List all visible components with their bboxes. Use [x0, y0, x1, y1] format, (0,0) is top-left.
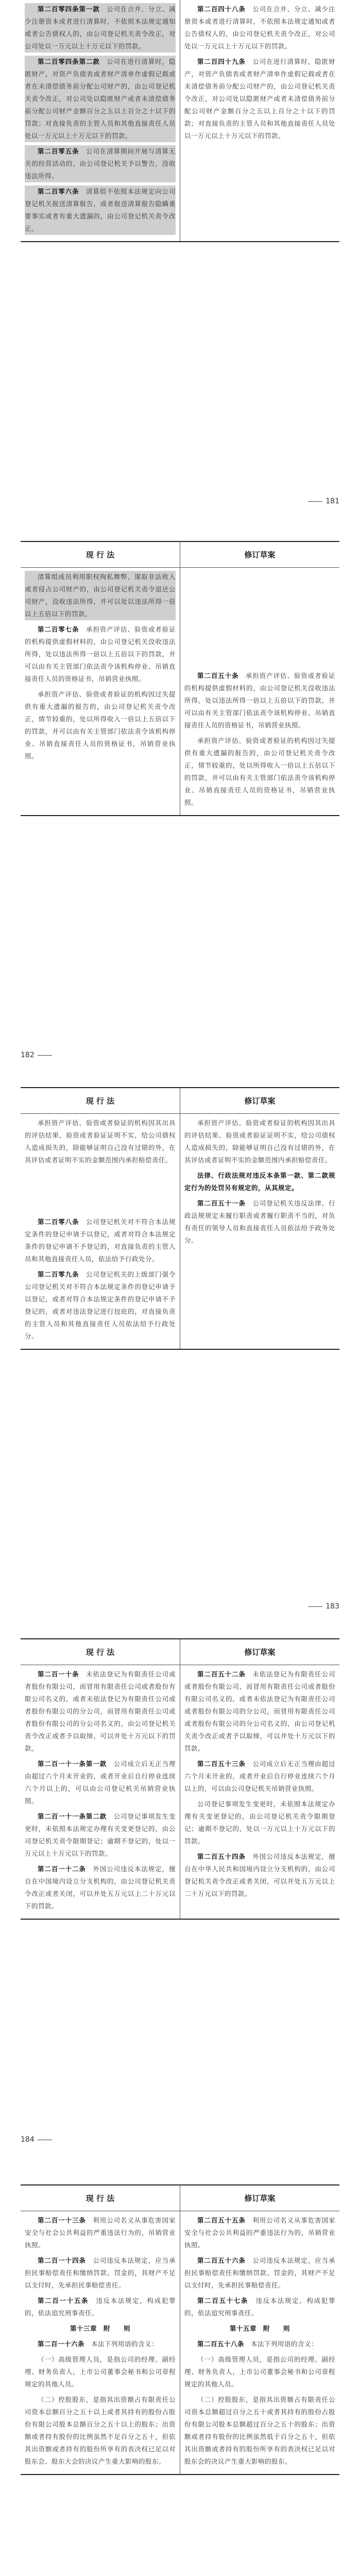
comparison-table-3 — [21, 1087, 339, 1350]
chapter-heading: 第十五章 附 则 — [229, 2325, 290, 2332]
article-paragraph: 第二百零九条 公司登记机关的上级部门强令公司登记机关对不符合本法规定条件的登记申请予以登记，或者对符合本法规定条件的登记申请不予登记的，或者对违法登记进行包庇的，对直接负责的主管人员和其他直接责任人员依法给予行政处分。 — [25, 1270, 176, 1340]
draft-column — [180, 1665, 340, 1920]
header-draft: 修订草案 — [180, 2185, 340, 2211]
article-paragraph: 第二百五十六条 公司违反本法规定，应当承担民事赔偿责任和缴纳罚款、罚金的，其财产不足以支付时，先承担民事赔偿责任。 — [184, 2257, 335, 2289]
article-paragraph: 第二百五十八条 本法下列用语的含义： — [197, 2340, 318, 2348]
chapter-heading: 第十三章 附 则 — [70, 2325, 130, 2332]
article-paragraph: 第二百零四条第二款 公司在进行清算时，隐匿财产，对资产负债表或者财产清单作虚假记载或者在未清偿债务前分配公司财产的，由公司登记机关责令改正，对公司处以隐匿财产或者未清偿债务前分配公司财产金额百分之五以上百分之十以下的罚款；对直接负责的主管人员和其他直接责任人员处以一万元以上十万元以下的罚款。 — [25, 56, 176, 142]
article-paragraph: 第二百一十三条 利用公司名义从事危害国家安全与社会公共利益的严重违法行为的，吊销营业执照。 — [25, 2216, 176, 2249]
article-paragraph: 第二百零八条 公司登记机关对不符合本法规定条件的登记申请予以登记，或者对符合本法规定条件的登记申请不予登记的，对直接负责的主管人员和其他直接责任人员，依法给予行政处分。 — [25, 1218, 176, 1263]
current-law-column — [21, 0, 180, 242]
page-number: 184 — [21, 2136, 55, 2144]
article-paragraph: 清算组成员利用职权徇私舞弊、谋取非法收入或者侵占公司财产的，由公司登记机关责令退还公司财产，没收违法所得，并可以处以违法所得一倍以上五倍以下的罚款。 — [25, 571, 176, 620]
current-law-column — [21, 568, 180, 816]
current-law-column — [21, 1665, 180, 1920]
article-paragraph: 第二百四十八条 公司在合并、分立、减少注册资本或者进行清算时，不依照本法规定通知或者公告债权人的，由公司登记机关责令改正，对公司处以一万元以上十万元以下的罚款。 — [184, 5, 335, 50]
article-paragraph: （一）高级管理人员，是指公司的经理、副经理、财务负责人，上市公司董事会秘书和公司章程规定的其他人员。 — [184, 2355, 335, 2388]
article-paragraph: 第二百一十一条第二款 公司登记事项发生变更时，未依照本法规定办理有关变更登记的，由公司登记机关责令限期登记；逾期不登记的，处以一万元以上十万元以下的罚款。 — [25, 1812, 176, 1857]
page-number: 182 — [21, 1051, 55, 1059]
comparison-table-1 — [21, 0, 339, 242]
article-paragraph: 第二百五十四条 外国公司违反本法规定，擅自在中华人民共和国境内设立分支机构的，由公司登记机关责令改正或者关闭，可以并处五万元以上二十万元以下的罚款。 — [184, 1853, 335, 1897]
draft-column — [180, 2211, 340, 2475]
page-4 — [21, 1638, 339, 2154]
header-draft: 修订草案 — [180, 1639, 340, 1665]
article-paragraph: 第二百五十七条 违反本法规定，构成犯罪的，依法追究刑事责任。 — [184, 2297, 335, 2317]
header-draft: 修订草案 — [180, 541, 340, 568]
divider — [308, 501, 322, 502]
article-paragraph: 第二百零五条 公司在清算期间开展与清算无关的经营活动的，由公司登记机关予以警告，没收违法所得。 — [25, 145, 176, 182]
page-2 — [21, 541, 339, 1066]
divider — [38, 1055, 52, 1056]
divider — [308, 1606, 322, 1607]
comparison-table-5 — [21, 2184, 339, 2475]
article-paragraph: 第二百五十一条 公司登记机关违反法律、行政法规规定未履行职责或者履行职责不当的，对负有责任的领导人员和直接责任人员依法给予政务处分。 — [184, 1199, 335, 1244]
comparison-table-2 — [21, 541, 339, 816]
header-current-law: 现 行 法 — [21, 1088, 180, 1114]
header-current-law: 现 行 法 — [21, 2185, 180, 2211]
page-number: 181 — [305, 497, 339, 505]
article-paragraph: 第二百五十条 承担资产评估、验资或者验证的机构提供虚假材料的，由公司登记机关没收违法所得，处以违法所得一倍以上五倍以下的罚款，并可以由有关主管部门依法责令该机构停业、吊销直接责任人员的资格证书，吊销营业执照。 — [184, 672, 335, 729]
header-current-law: 现 行 法 — [21, 541, 180, 568]
comparison-table-4 — [21, 1638, 339, 1920]
article-paragraph: （一）高级管理人员，是指公司的经理、副经理、财务负责人，上市公司董事会秘书和公司章程规定的其他人员。 — [25, 2355, 176, 2388]
article-paragraph: 第二百一十六条 本法下列用语的含义： — [38, 2340, 159, 2348]
article-paragraph: 承担资产评估、验资或者验证的机构因其出具的评估结果、验资或者验证证明不实，给公司债权人造成损失的，除能够证明自己没有过错的外，在其评估或者证明不实的金额范围内承担赔偿责任。 — [25, 1119, 176, 1164]
article-paragraph: 第二百零四条第一款 公司在合并、分立、减少注册资本或者进行清算时，不依照本法规定通知或者公告债权人的，由公司登记机关责令改正，对公司处以一万元以上十万元以下的罚款。 — [25, 3, 176, 53]
header-draft: 修订草案 — [180, 1088, 340, 1114]
article-paragraph: 第二百五十五条 利用公司名义从事危害国家安全与社会公共利益的严重违法行为的，吊销营业执照。 — [184, 2216, 335, 2249]
page-3 — [21, 1087, 339, 1618]
article-paragraph: 第二百一十四条 公司违反本法规定，应当承担民事赔偿责任和缴纳罚款、罚金的，其财产不足以支付时，先承担民事赔偿责任。 — [25, 2257, 176, 2289]
current-law-column — [21, 1114, 180, 1350]
draft-column — [180, 1114, 340, 1350]
article-paragraph: 第二百零六条 清算组不依照本法规定向公司登记机关报送清算报告，或者报送清算报告隐瞒重要事实或者有重大遗漏的，由公司登记机关责令改正。 — [25, 185, 176, 235]
header-current-law: 现 行 法 — [21, 1639, 180, 1665]
article-paragraph: 第二百零七条 承担资产评估、验资或者验证的机构提供虚假材料的，由公司登记机关没收违法所得，处以违法所得一倍以上五倍以下的罚款，并可以由有关主管部门依法责令该机构停业、吊销直接责任人员的资格证书，吊销营业执照。 — [25, 625, 176, 683]
draft-column — [180, 0, 340, 242]
article-paragraph: 第二百四十九条 公司在进行清算时，隐匿财产，对资产负债表或者财产清单作虚假记载或者在未清偿债务前分配公司财产的，由公司登记机关责令改正，对公司处以隐匿财产或者未清偿债务前分配公司财产金额百分之五以上百分之十以下的罚款；对直接负责的主管人员和其他直接责任人员处以一万元以上十万元以下的罚款。 — [184, 58, 335, 140]
article-paragraph: 法律、行政法规对违反本条第一款、第二款规定行为的处罚另有规定的，从其规定。 — [184, 1172, 335, 1192]
article-paragraph: 第二百一十二条 外国公司违反本法规定，擅自在中国境内设立分支机构的，由公司登记机关责令改正或者关闭，可以并处五万元以上二十万元以下的罚款。 — [25, 1865, 176, 1910]
article-paragraph: 第二百五十二条 未依法登记为有限责任公司或者股份有限公司，而冒用有限责任公司或者股份有限公司名义的，或者未依法登记为有限责任公司或者股份有限公司的分公司，而冒用有限责任公司或者股份有限公司的分公司名义的，由公司登记机关责令改正或者予以取缔，可以并处十万元以下的罚款。 — [184, 1670, 335, 1752]
page-5 — [21, 2184, 339, 2576]
draft-column — [180, 568, 340, 816]
article-paragraph: 第二百一十五条 违反本法规定，构成犯罪的，依法追究刑事责任。 — [25, 2297, 176, 2317]
article-paragraph: 公司登记事项发生变更时，未依照本法规定办理有关变更登记的，由公司登记机关责令限期登记；逾期不登记的，处以一万元以上十万元以下的罚款。 — [184, 1800, 335, 1845]
article-paragraph: 第二百五十三条 公司成立后无正当理由超过六个月未开业的，或者开业后自行停业连续六个月以上的，可以由公司登记机关吊销营业执照。 — [184, 1760, 335, 1792]
page-number: 183 — [305, 1602, 339, 1611]
article-paragraph: 承担资产评估、验资或者验证的机构因其出具的评估结果、验资或者验证证明不实，给公司债权人造成损失的，除能够证明自己没有过错的外，在其评估或者证明不实的金额范围内承担赔偿责任。 — [184, 1119, 335, 1164]
article-paragraph: 第二百一十条 未依法登记为有限责任公司或者股份有限公司，而冒用有限责任公司或者股份有限公司名义的，或者未依法登记为有限责任公司或者股份有限公司的分公司，而冒用有限责任公司或者股份有限公司的分公司名义的，由公司登记机关责令改正或者予以取缔，可以并处十万元以下的罚款。 — [25, 1670, 176, 1752]
article-paragraph: 承担资产评估、验资或者验证的机构因过失提供有重大遗漏的报告的，由公司登记机关责令改正，情节较重的，处以所得收入一倍以上五倍以下的罚款，并可以由有关主管部门依法责令该机构停业、吊销直接责任人员的资格证书，吊销营业执照。 — [184, 737, 335, 806]
article-paragraph: （二）控股股东，是指其出资额占有限责任公司资本总额超过百分之五十或者其持有的股份占股份有限公司股本总额超过百分之五十的股东；出资额或者持有股份的比例虽然低于百分之五十，但依其出资额或者持有的股份所享有的表决权已足以对股东会的决议产生重大影响的股东。 — [184, 2396, 335, 2465]
page-1 — [21, 0, 339, 515]
article-paragraph: （二）控股股东，是指其出资额占有限责任公司资本总额百分之五十以上或者其持有的股份占股份有限公司股本总额百分之五十以上的股东；出资额或者持有股份的比例虽然不足百分之五十，但依其出资额或者持有的股份所享有的表决权已足以对股东会、股东大会的决议产生重大影响的股东。 — [25, 2396, 176, 2465]
current-law-column — [21, 2211, 180, 2475]
article-paragraph: 第二百一十一条第一款 公司成立后无正当理由超过六个月未开业的，或者开业后自行停业连续六个月以上的，可以由公司登记机关吊销营业执照。 — [25, 1760, 176, 1805]
article-paragraph: 承担资产评估、验资或者验证的机构因过失提供有重大遗漏的报告的，由公司登记机关责令改正，情节较重的，处以所得收入一倍以上五倍以下的罚款，并可以由有关主管部门依法责令该机构停业、吊销直接责任人员的资格证书，吊销营业执照。 — [25, 690, 176, 760]
